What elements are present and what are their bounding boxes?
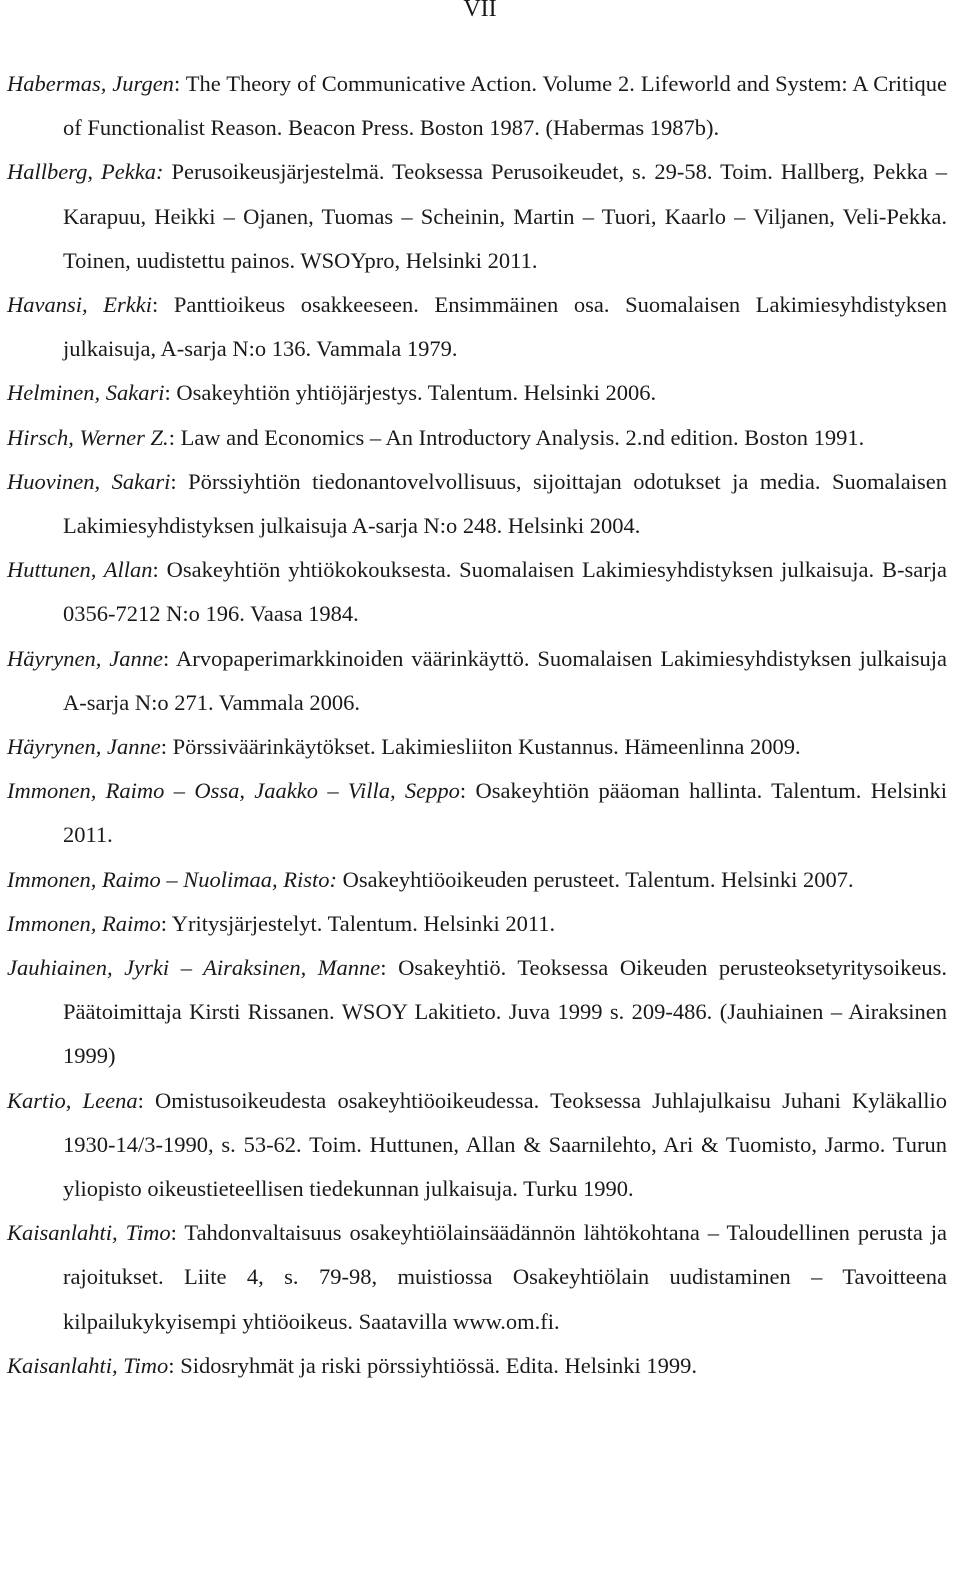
reference-separator: : [170, 468, 189, 494]
reference-author: Immonen, Raimo – Ossa, Jaakko – Villa, Seppo [7, 778, 460, 804]
reference-author: Immonen, Raimo [7, 910, 161, 936]
reference-entry [7, 150, 947, 283]
reference-author: Jauhiainen, Jyrki – Airaksinen, Manne [7, 955, 381, 981]
reference-author: Immonen, Raimo – Nuolimaa, Risto: [7, 866, 337, 892]
reference-text: Law and Economics – An Introductory Analysis. 2.nd edition. Boston 1991. [180, 424, 865, 450]
reference-text: Arvopaperimarkkinoiden väärinkäyttö. Suomalaisen Lakimiesyhdistyksen julkaisuja A-sarja N:o 271. Vammala 2006. [63, 645, 947, 715]
reference-text: Perusoikeusjärjestelmä. Teoksessa Perusoikeudet, s. 29-58. Toim. Hallberg, Pekka – Karapuu, Heikki – Ojanen, Tuomas – Scheinin, Martin – Tuori, Kaarlo – Viljanen, Veli-Pekka. Toinen, uudistettu painos. WSOYpro, Helsinki 2011. [63, 159, 948, 273]
reference-text: Pörssiväärinkäytökset. Lakimiesliiton Kustannus. Hämeenlinna 2009. [172, 734, 801, 760]
reference-list [7, 62, 947, 1388]
reference-entry [7, 460, 947, 548]
reference-entry [7, 1079, 947, 1212]
reference-text: Yritysjärjestelyt. Talentum. Helsinki 2011. [171, 910, 556, 936]
reference-separator: : [137, 1087, 156, 1113]
page-number: VII [463, 0, 497, 22]
reference-entry [7, 769, 947, 857]
reference-text: Tahdonvaltaisuus osakeyhtiölainsäädännön lähtökohtana – Taloudellinen perusta ja rajoitukset. Liite 4, s. 79-98, muistiossa Osakeyhtiölain uudistaminen – Tavoitteena kilpailukykyisempi yhtiöoikeus. Saatavilla www.om.fi. [63, 1220, 947, 1334]
reference-author: Huttunen, Allan [7, 557, 153, 583]
reference-text: Osakeyhtiö. Teoksessa Oikeuden perusteoksetyritysoikeus. Päätoimittaja Kirsti Rissanen. WSOY Lakitieto. Juva 1999 s. 209-486. (Jauhiainen – Airaksinen 1999) [63, 955, 947, 1069]
reference-separator: : [459, 778, 476, 804]
reference-text: The Theory of Communicative Action. Volume 2. Lifeworld and System: A Critique of Functionalist Reason. Beacon Press. Boston 1987. (Habermas 1987b). [63, 71, 947, 141]
reference-entry [7, 858, 947, 902]
reference-entry [7, 548, 947, 636]
reference-entry [7, 1344, 947, 1388]
reference-author: Hallberg, Pekka: [7, 159, 164, 185]
reference-text: Osakeyhtiön yhtiöjärjestys. Talentum. Helsinki 2006. [176, 380, 657, 406]
reference-separator: : [160, 734, 173, 760]
reference-separator: : [152, 292, 174, 318]
reference-text: Pörssiyhtiön tiedonantovelvollisuus, sijoittajan odotukset ja media. Suomalaisen Lakimiesyhdistyksen julkaisuja A-sarja N:o 248. Helsinki 2004. [63, 468, 947, 539]
reference-separator: : [380, 955, 399, 981]
reference-text: Osakeyhtiön pääoman hallinta. Talentum. Helsinki 2011. [63, 778, 947, 848]
reference-separator: : [170, 1220, 185, 1246]
reference-separator: : [168, 1352, 181, 1378]
reference-separator: : [160, 910, 172, 936]
reference-author: Helminen, Sakari [7, 380, 165, 406]
reference-entry [7, 637, 947, 725]
reference-author: Kaisanlahti, Timo [7, 1352, 169, 1378]
reference-text: Panttioikeus osakkeeseen. Ensimmäinen osa. Suomalaisen Lakimiesyhdistyksen julkaisuja, A-sarja N:o 136. Vammala 1979. [63, 292, 948, 362]
reference-separator: : [173, 71, 186, 96]
reference-author: Kaisanlahti, Timo [7, 1220, 171, 1246]
reference-author: Havansi, Erkki [7, 292, 152, 318]
reference-entry [7, 62, 947, 150]
reference-entry [7, 946, 947, 1079]
reference-author: Kartio, Leena [7, 1087, 138, 1113]
reference-separator: : [163, 645, 176, 671]
reference-separator: : [164, 380, 177, 406]
reference-author: Habermas, Jurgen [7, 71, 174, 96]
reference-separator: : [168, 424, 181, 450]
reference-text: Osakeyhtiöoikeuden perusteet. Talentum. Helsinki 2007. [342, 866, 854, 892]
reference-entry [7, 1211, 947, 1344]
reference-text: Sidosryhmät ja riski pörssiyhtiössä. Edita. Helsinki 1999. [180, 1352, 698, 1378]
reference-entry [7, 416, 947, 460]
reference-separator: : [152, 557, 167, 583]
reference-entry [7, 902, 947, 946]
reference-author: Hirsch, Werner Z. [7, 424, 169, 450]
reference-entry [7, 283, 947, 371]
reference-author: Huovinen, Sakari [7, 468, 171, 494]
reference-entry [7, 725, 947, 769]
reference-author: Häyrynen, Janne [7, 645, 164, 671]
reference-text: Omistusoikeudesta osakeyhtiöoikeudessa. Teoksessa Juhlajulkaisu Juhani Kyläkallio 1930-14/3-1990, s. 53-62. Toim. Huttunen, Allan & Saarnilehto, Ari & Tuomisto, Jarmo. Turun yliopisto oikeustieteellisen tiedekunnan julkaisuja. Turku 1990. [63, 1087, 947, 1202]
reference-author: Häyrynen, Janne [7, 734, 161, 760]
reference-entry [7, 371, 947, 415]
reference-text: Osakeyhtiön yhtiökokouksesta. Suomalaisen Lakimiesyhdistyksen julkaisuja. B-sarja 0356-7212 N:o 196. Vaasa 1984. [63, 557, 947, 627]
